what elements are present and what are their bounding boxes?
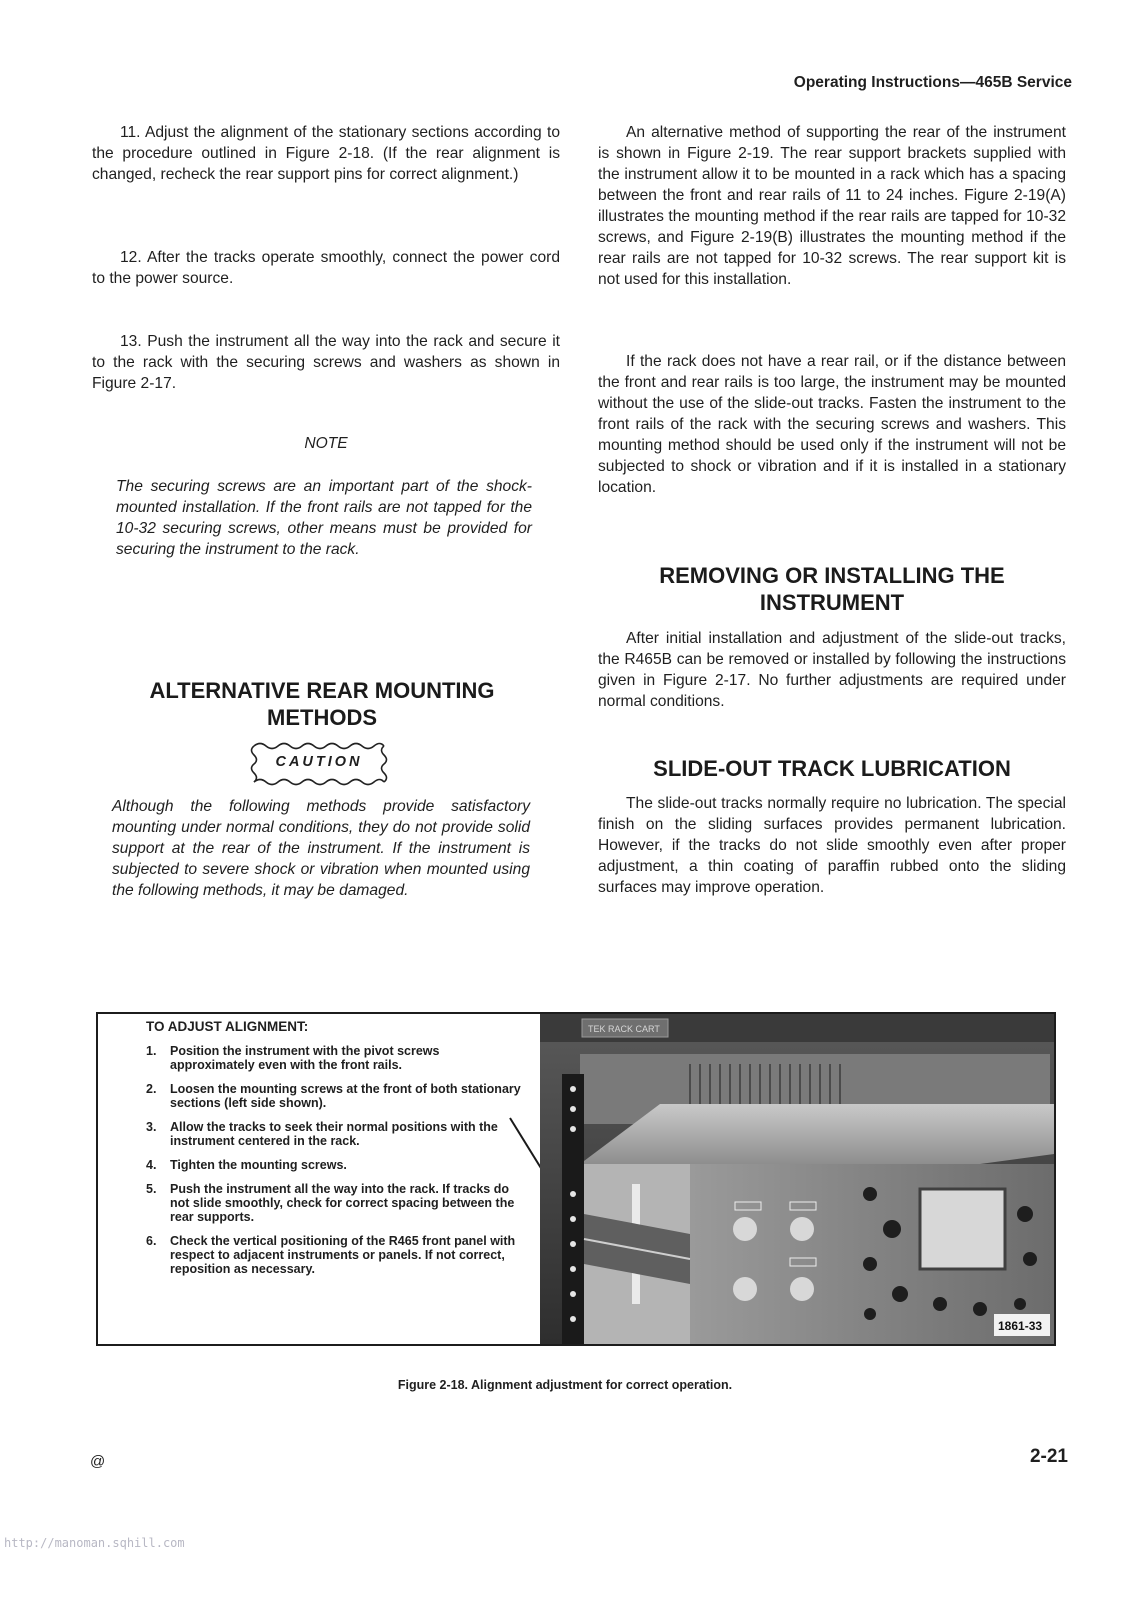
paragraph-step-11: 11. Adjust the alignment of the stationary sections according to the procedure outlined in Figure 2-18. (If the rear alignment is changed, recheck the rear support pins for correct alignment.)	[92, 124, 560, 183]
rack-label: TEK RACK CART	[588, 1024, 660, 1034]
list-item: 2. Loosen the mounting screws at the front of both stationary sections (left side shown).	[146, 1082, 521, 1110]
running-header: Operating Instructions—465B Service	[793, 74, 1072, 91]
note-title: NOTE	[304, 435, 348, 452]
rack-instrument-image	[540, 1014, 1054, 1344]
heading-alternative-rear-mounting: ALTERNATIVE REAR MOUNTING METHODS	[149, 678, 495, 730]
paragraph-step-13: 13. Push the instrument all the way into the rack and secure it to the rack with the securing screws and washers as shown in Figure 2-17.	[92, 333, 560, 392]
heading-track-lubrication: SLIDE-OUT TRACK LUBRICATION	[653, 756, 1011, 781]
list-item: 3. Allow the tracks to seek their normal positions with the instrument centered in the rack.	[146, 1120, 498, 1148]
caution-badge	[248, 740, 390, 788]
caution-body: Although the following methods provide satisfactory mounting under normal conditions, they do not provide solid support at the rear of the instrument. If the instrument is subjected to severe shock or vibration when mounted using the following methods, it may be damaged.	[112, 798, 530, 899]
paragraph-no-rear-rail: If the rack does not have a rear rail, or if the distance between the front and rear rails is too large, the instrument may be mounted without the use of the slide-out tracks. Fasten the instrument to the front rails of the rack with the securing screws and washers. This mounting method should be used only if the instrument will not be subjected to shock or vibration and if it is installed in a stationary location.	[598, 353, 1066, 496]
page-number: 2-21	[1029, 1446, 1068, 1467]
list-item: 1. Position the instrument with the pivot screws approximately even with the front rails.	[146, 1044, 440, 1072]
paragraph-removing: After initial installation and adjustment of the slide-out tracks, the R465B can be removed or installed by following the instructions given in Figure 2-17. No further adjustments are required under normal conditions.	[598, 630, 1066, 710]
note-body: The securing screws are an important part of the shock-mounted installation. If the front rails are not tapped for the 10-32 securing screws, other means must be provided for securing the instrument to the rack.	[116, 478, 532, 558]
steps-title: TO ADJUST ALIGNMENT:	[146, 1019, 309, 1034]
steps-list	[146, 1044, 521, 1276]
footer-symbol: @	[90, 1453, 106, 1470]
figure-id: 1861-33	[998, 1319, 1043, 1333]
figure-steps	[146, 1020, 521, 1286]
paragraph-step-12: 12. After the tracks operate smoothly, connect the power cord to the power source.	[92, 249, 560, 287]
paragraph-lubrication: The slide-out tracks normally require no lubrication. The special finish on the sliding surfaces provides permanent lubrication. However, if the tracks do not slide smoothly even after proper adjustment, a thin coating of paraffin rubbed onto the sliding surfaces may improve operation.	[598, 795, 1066, 896]
heading-removing-installing: REMOVING OR INSTALLING THE INSTRUMENT	[659, 563, 1005, 615]
rack-photo	[540, 1014, 1054, 1344]
figure-caption: Figure 2-18. Alignment adjustment for correct operation.	[397, 1378, 733, 1392]
list-item: 5. Push the instrument all the way into the rack. If tracks do not slide smoothly, check for correct spacing between the rear supports.	[146, 1182, 515, 1224]
list-item: 4. Tighten the mounting screws.	[146, 1158, 347, 1172]
paragraph-alternative-method: An alternative method of supporting the rear of the instrument is shown in Figure 2-19. The rear support brackets supplied with the instrument allow it to be mounted in a rack which has a spacing between the front and rear rails of 11 to 24 inches. Figure 2-19(A) illustrates the mounting method if the rear rails are tapped for 10-32 screws, and Figure 2-19(B) illustrates the mounting method if the rear rails are not tapped for 10-32 screws. The rear support kit is not used for this installation.	[598, 124, 1066, 288]
list-item: 6. Check the vertical positioning of the R465 front panel with respect to adjacent instruments or panels. If not correct, reposition as necessary.	[146, 1234, 516, 1276]
caution-label: CAUTION	[275, 754, 363, 770]
watermark-url: http://manoman.sqhill.com	[4, 1536, 185, 1550]
